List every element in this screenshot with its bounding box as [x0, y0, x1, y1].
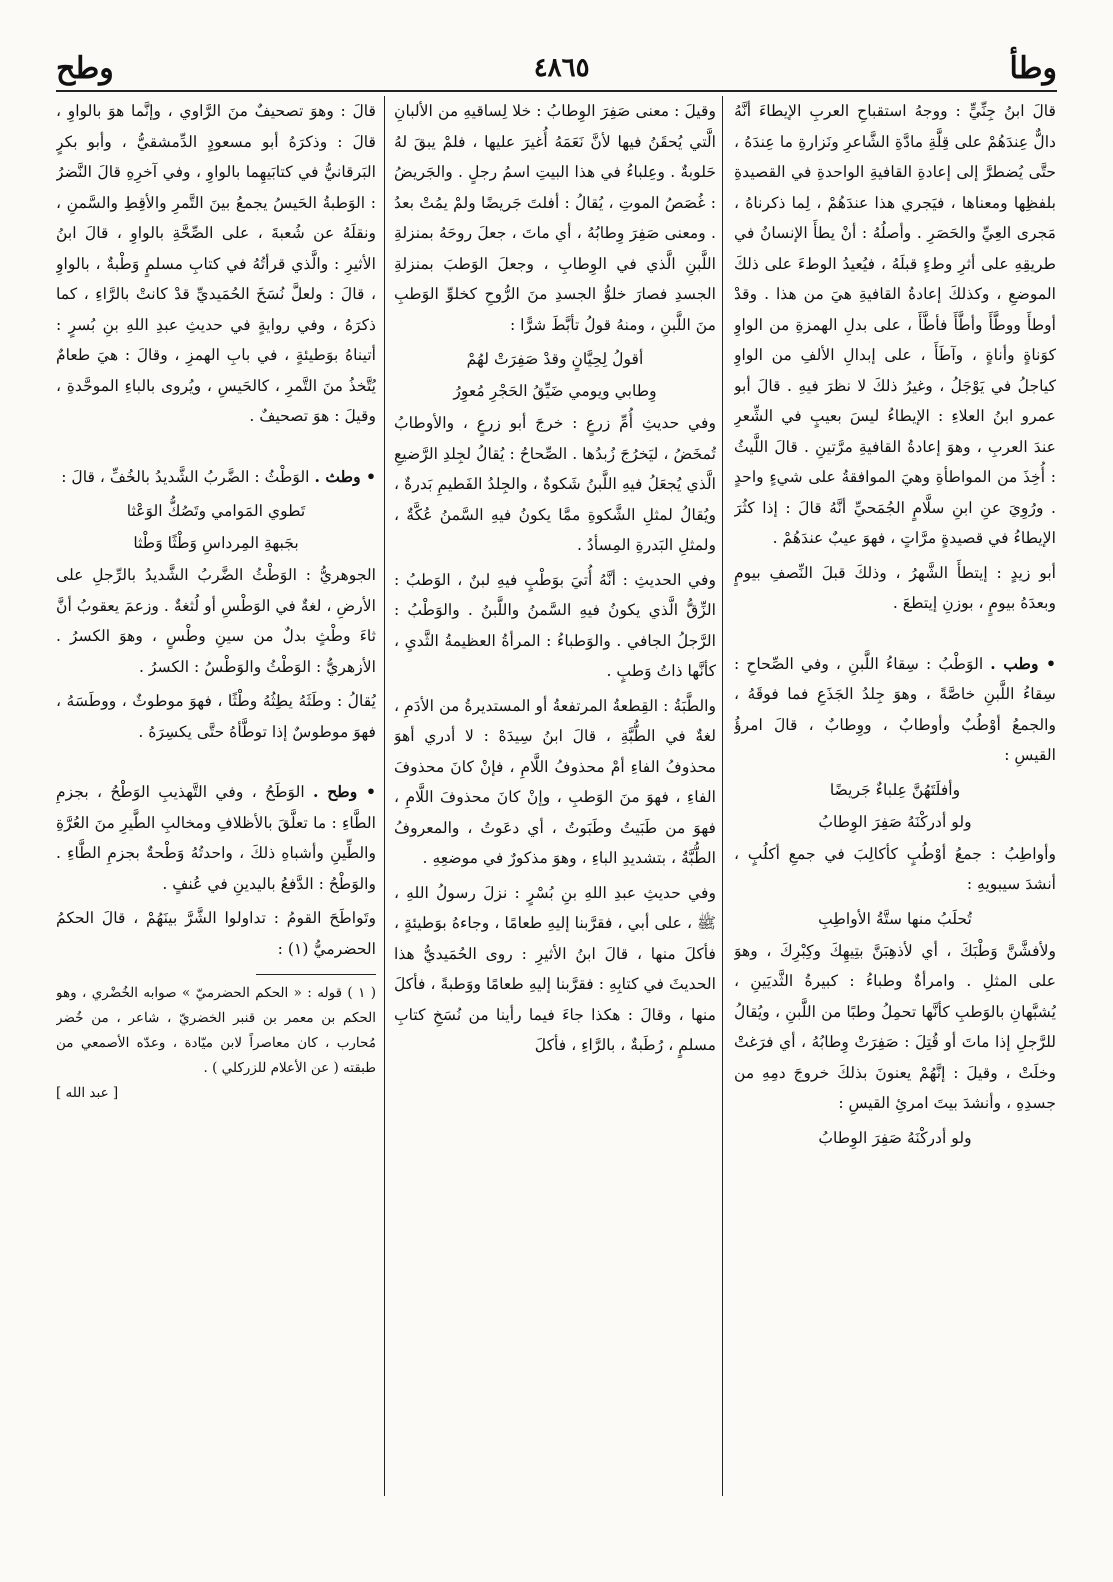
column-right	[734, 96, 1056, 1506]
header-rule	[56, 90, 1057, 92]
footnote-signature: [ عبد الله ]	[56, 1085, 119, 1101]
footnote-rule	[256, 974, 376, 975]
paragraph: وتَواطَحَ القومُ : تداولوا الشَّرَّ بينَهُمْ ، قالَ الحكمُ الحضرميُّ (١) :	[56, 909, 376, 958]
paragraph: والطَّبَةُ : القِطعةُ المرتفعةُ أو المستديرةُ من الأدَمِ ، لغةٌ في الطُّبَّةِ ، قالَ ابنُ سِيدَهْ : لا أدري أهوَ محذوفُ الفاءِ أمْ محذوفُ اللَّامِ ، فإنْ كانَ محذوفَ الفاءِ ، فهوَ منَ الوَطبِ ، وإنْ كانَ محذوفَ اللَّامِ ، فهوَ من طَبَيتُ وطَبَوتُ ، أي دعَوتُ ، والمعروفُ الطُّبَّةُ ، بتشديدِ الباءِ ، وهوَ مذكورٌ في موضعِهِ .	[394, 696, 716, 867]
paragraph: قالَ ابنُ جِنِّيٍّ : ووجهُ استقباحِ العربِ الإيطاءَ أنَّهُ دالٌّ عِندَهُمْ على قِلَّةِ مادَّةِ الشَّاعرِ ونَزارةِ ما عِندَهُ ، حتَّى يُضطرَّ إلى إعادةِ القافيةِ الواحدةِ في القصيدةِ بلفظِها ومعناها ، فيَجري هذا عندَهُمْ ، لِما ذكرناهُ ، مَجرى العِيِّ والحَصَرِ . وأصلُهُ : أنْ يطأَ الإنسانُ في طريقِهِ على أثرِ وطءٍ قبلَهُ ، فيُعيدُ الوطءَ على ذلكَ الموضعِ ، وكذلكَ إعادةُ القافيةِ هيَ من هذا . وقدْ أوطأَ ووطَّأَ وأطَّأَ فأطَّأَ ، على بدلِ الهمزةِ من الواوِ كوَناةٍ وأناةٍ ، وآطَأَ ، على إبدالِ الألفِ من الواوِ كياجلُ في يَوْجَلُ ، وغيرُ ذلكَ لا نظرَ فيهِ . قالَ أبو عمرو ابنُ العلاءِ : الإيطاءُ ليسَ بعيبٍ في الشِّعرِ عندَ العربِ ، وهوَ إعادةُ القافيةِ مرَّتينِ . قالَ اللَّيثُ : أُخِذَ من المواطأةِ وهيَ الموافقةُ على شيءٍ واحدٍ . ورُوِيَ عنِ ابنِ سلَّامٍ الجُمَحيِّ أنَّهُ قالَ : إذا كثُرَ الإيطاءُ في قصيدةٍ مرَّاتٍ ، فهوَ عيبٌ عندَهُمْ .	[734, 102, 1056, 547]
paragraph: وفي الحديثِ : أنَّهُ أُتيَ بوَطْبٍ فيهِ لبنٌ ، الوَطبُ : الزِّقُّ الَّذي يكونُ فيهِ السَّمنُ واللَّبنُ . والوَطْبُ : الرَّجلُ الجافي . والوَطباءُ : المرأةُ العظيمةُ الثَّديِ ، كأنَّها ذاتُ وَطبٍ .	[394, 570, 716, 680]
column-left	[56, 96, 376, 1506]
entry-text: الوَطَحُ ، وفي التَّهذيبِ الوَطْحُ ، بجزمِ الطَّاءِ : ما تعلَّقَ بالأظلافِ ومخالبِ الطَّيرِ منَ العُرَّةِ والطِّينِ وأشباهِ ذلكَ ، واحدتُهُ وَطْحةٌ بجزمِ الطَّاءِ . والوَطْحُ : الدَّفعُ باليدينِ في عُنفٍ .	[56, 783, 376, 893]
verse-line: تُحلَبُ منها ستَّةُ الأواطِبِ	[818, 909, 972, 928]
paragraph: وفي حديثِ أُمِّ زرعٍ : خرجَ أبو زرعٍ ، والأوطابُ تُمخَضُ ، ليَخرُجَ زُبدُها . الصِّحاحُ : يُقالُ لجِلدِ الرَّضيعِ الَّذي يُجعَلُ فيهِ اللَّبنُ شَكوةٌ ، والجِلدُ الفَطيمِ بَدرةٌ ، ويُقالُ لمثلِ الشَّكوةِ ممَّا يكونُ فيهِ السَّمنُ عُكَّةٌ ، ولمثلِ البَدرةِ المِسأدُ .	[394, 414, 716, 554]
paragraph: وفي حديثِ عبدِ اللهِ بنِ بُسْرٍ : نزلَ رسولُ اللهِ ، ﷺ ، على أبي ، فقرَّبنا إليهِ طعامًا ، وجاءهُ بوَطيئةٍ ، فأكلَ منها ، قالَ ابنُ الأثيرِ : روى الحُمَيديُّ هذا الحديثَ في كتابِهِ : فقرَّبنا إليهِ طعامًا ووَطبةً ، فأكلَ منها ، وقالَ : هكذا جاءَ فيما رأينا من نُسَخِ كتابِ مسلمٍ ، رُطَبةٌ ، بالرَّاءِ ، فأكلَ	[394, 883, 716, 1054]
verse-line: ولو أدركْنَهُ صَفِرَ الوِطابُ	[818, 1128, 972, 1147]
paragraph: وقيلَ : معنى صَفِرَ الوِطابُ : خلا لِساقيهِ من الألبانِ الَّتي يُحقَنُ فيها لأنَّ نَعَمَهُ أُغيرَ عليها ، فلمْ يبقَ لهُ حَلوبةٌ . وعِلباءُ في هذا البيتِ اسمُ رجلٍ . والجَريضُ : غُصَصُ الموتِ ، يُقالُ : أفلتَ جَريضًا ولمْ يمُتْ بعدُ . ومعنى صَفِرَ وِطابُهُ ، أي ماتَ ، جعلَ روحَهُ بمنزلةِ اللَّبنِ الَّذي في الوِطابِ ، وجعلَ الوَطبَ بمنزلةِ الجسدِ فصارَ خلوُّ الجسدِ منَ الرُّوحِ كخلوِّ الوَطبِ منَ اللَّبنِ ، ومنهُ قولُ تأبَّطَ شرًّا :	[394, 102, 716, 334]
entry-head: • وطث .	[314, 466, 376, 486]
verse-line: تَطوي المَوامي وتَصُكُّ الوَعْثا	[126, 502, 306, 520]
paragraph: وأواطِبُ : جمعُ أوْطُبٍ كأكالِبَ في جمعِ أكلُبٍ ، أنشدَ سيبويهِ :	[734, 844, 1056, 893]
entry-head: • وطح .	[313, 782, 376, 801]
page-header	[56, 48, 1057, 88]
entry-head: • وطب .	[990, 653, 1056, 673]
verse-line: بجَبهةِ المِرداسِ وَطْثًا وَطْثا	[133, 534, 299, 552]
entry-wtth	[56, 462, 376, 493]
verse-line: وأفلَتَهُنَّ عِلباءٌ جَريضًا	[829, 780, 961, 799]
header-left-word: وطح	[56, 50, 114, 86]
entry-wth	[56, 777, 376, 899]
verse-line: أقولُ لِحِيَّانٍ وقدْ صَفِرَتْ لهُمْ	[466, 350, 644, 368]
header-right-word: وطأ	[1009, 50, 1057, 86]
page-number: ٤٨٦٥	[533, 53, 590, 83]
paragraph: يُقالُ : وطَثَهُ يطِثُهُ وطْثًا ، فهوَ موطوثٌ ، ووطَسَهُ ، فهوَ موطوسٌ إذا توطَّأهُ حتَّى يكسِرَهُ .	[56, 692, 376, 741]
verse-line: ولو أدركْنَهُ صَفِرَ الوِطابُ	[818, 812, 972, 831]
entry-watb	[734, 649, 1056, 771]
paragraph: الجوهريُّ : الوَطْثُ الضَّربُ الشَّديدُ بالرِّجلِ على الأرضِ ، لغةٌ في الوَطْسِ أو لُثغةٌ . وزعمَ يعقوبُ أنَّ ثاءَ وطْثٍ بدلٌ من سينِ وطْسٍ ، وهوَ الكسرُ . الأزهريُّ : الوَطْثُ والوَطْسُ : الكسرُ .	[56, 566, 376, 676]
columns	[56, 96, 1056, 1506]
footnote-text: ( ١ ) قوله : « الحكم الحضرميّ » صوابه الخُضْري ، وهو الحكم بن معمر بن قنبر الخضريّ ، شاعر ، من خُضر مُحارب ، كان معاصراً لابن ميّادة ، وعدّه الأصمعي من طبقته ( عن الأعلام للزركلي ) .	[56, 985, 376, 1076]
entry-text: الوَطْبُ : سِقاءُ اللَّبنِ ، وفي الصِّحاحِ : سِقاءُ اللَّبنِ خاصَّةً ، وهوَ جِلدُ الجَذَعِ فما فوقَهُ ، والجمعُ أوْطُبٌ وأوطابٌ ، ووِطابٌ ، قالَ امرؤُ القيسِ :	[734, 654, 1056, 764]
footnote	[56, 981, 376, 1106]
entry-text: الوَطْثُ : الضَّربُ الشَّديدُ بالخُفِّ ، قالَ :	[61, 467, 310, 486]
paragraph: ولأفشَّنَّ وَطْبَكَ ، أي لأذهِبَنَّ بتِيهِكَ وكِبْرِكَ ، وهوَ على المثلِ . وامرأةٌ وطباءُ : كبيرةُ الثَّديَينِ ، يُشبَّهانِ بالوَطبِ كأنَّها تحمِلُ وطبًا من اللَّبنِ ، ويُقالُ للرَّجلِ إذا ماتَ أو قُتِلَ : صَفِرَتْ وِطابُهُ ، أي فرَغتْ وخلَتْ ، وقيلَ : إنَّهُمْ يعنونَ بذلكَ خروجَ دمِهِ من جسدِهِ ، وأنشدَ بيتَ امرئِ القيسِ :	[734, 941, 1056, 1112]
verse-line: وِطابي ويومي ضَيِّقُ الحَجْرِ مُعوِرُ	[453, 382, 657, 400]
paragraph: أبو زيدٍ : إيتطأَ الشَّهرُ ، وذلكَ قبلَ النِّصفِ بيومٍ وبعدَهُ بيومٍ ، بوزنِ إيتطعَ .	[734, 563, 1056, 612]
column-middle	[394, 96, 716, 1506]
paragraph: قالَ : وهوَ تصحيفٌ منَ الرَّاوي ، وإنَّما هوَ بالواوِ ، قالَ : وذكرَهُ أبو مسعودٍ الدِّمشقيُّ ، وأبو بكرٍ البَرقانيُّ في كتابَيهِما بالواوِ ، وفي آخرِهِ قالَ النَّضرُ : الوَطبةُ الحَيسُ يجمعُ بينَ التَّمرِ والأقِطِ والسَّمنِ ، ونقلَهُ عن شُعبةَ ، على الصِّحَّةِ بالواوِ ، قالَ ابنُ الأثيرِ : والَّذي قرأتُهُ في كتابِ مسلمٍ وَطْبةٌ ، بالواوِ ، قالَ : ولعلَّ نُسَخَ الحُمَيديِّ قدْ كانتْ بالرَّاءِ ، كما ذكرَهُ ، وفي روايةٍ في حديثِ عبدِ اللهِ بنِ بُسرٍ : أتيناهُ بوَطيئةٍ ، في بابِ الهمزِ ، وقالَ : هيَ طعامٌ يُتَّخذُ منَ التَّمرِ ، كالحَيسِ ، ويُروى بالباءِ الموحَّدةِ ، وقيلَ : هوَ تصحيفٌ .	[56, 102, 376, 425]
